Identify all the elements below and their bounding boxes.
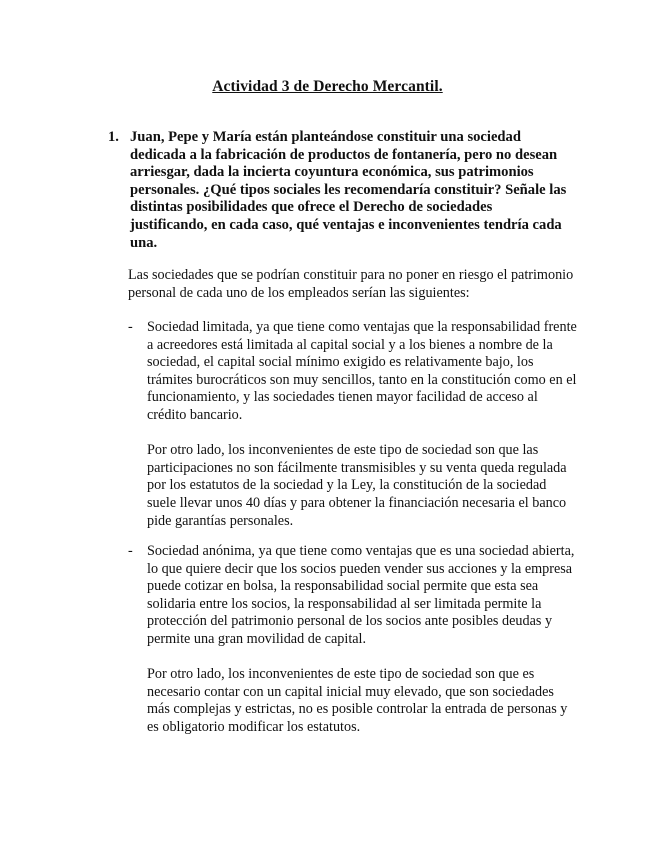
advantages-paragraph: Sociedad anónima, ya que tiene como ventajas que es una sociedad abierta, lo que quiere decir que los socios pueden vender sus acciones y la empresa puede cotizar en bolsa, la responsabilidad social permite que esta sea solidaria entre los socios, la responsabilidad al ser limitada permite la protección del patrimonio personal de los socios ante posibles deudas y permite una gran movilidad de capital.: [147, 543, 575, 647]
disadvantages-paragraph: Por otro lado, los inconvenientes de este tipo de sociedad son que es necesario contar con un capital inicial muy elevado, que son sociedades más complejas y estrictas, no es posible controlar la entrada de personas y es obligatorio modificar los estatutos.: [147, 666, 568, 735]
question-number: 1.: [108, 129, 119, 145]
bullet-dash: -: [128, 319, 133, 335]
question-1: [108, 129, 568, 252]
bullet-dash: -: [128, 543, 133, 559]
answer-intro: Las sociedades que se podrían constituir para no poner en riesgo el patrimonio personal de cada uno de los empleados serían las siguientes:: [128, 267, 574, 301]
disadvantages-paragraph: Por otro lado, los inconvenientes de este tipo de sociedad son que las participaciones no son fácilmente transmisibles y su venta queda regulada por los estatutos de la sociedad y la Ley, la constitución de la sociedad suele llevar unos 40 días y para obtener la financiación necesaria el banco pide garantías personales.: [147, 442, 567, 529]
advantages-paragraph: Sociedad limitada, ya que tiene como ventajas que la responsabilidad frente a acreedores está limitada al capital social y a los bienes a nombre de la sociedad, el capital social mínimo exigido es relativamente bajo, los trámites burocráticos son muy sencillos, tanto en la constitución como en el funcionamiento, y las sociedades tienen mayor facilidad de acceso al crédito bancario.: [147, 319, 577, 423]
bullet-sociedad-limitada: [128, 319, 578, 530]
bullet-body: [147, 319, 578, 530]
question-text: Juan, Pepe y María están planteándose constituir una sociedad dedicada a la fabricación de productos de fontanería, pero no desean arriesgar, dada la incierta coyuntura económica, sus patrimonios personales. ¿Qué tipos sociales les recomendaría constituir? Señale las distintas posibilidades que ofrece el Derecho de sociedades justificando, en cada caso, qué ventajas e inconvenientes tendría cada una.: [130, 129, 567, 251]
bullet-sociedad-anonima: [128, 543, 578, 737]
bullet-body: [147, 543, 578, 737]
document-title: Actividad 3 de Derecho Mercantil.: [212, 78, 443, 95]
